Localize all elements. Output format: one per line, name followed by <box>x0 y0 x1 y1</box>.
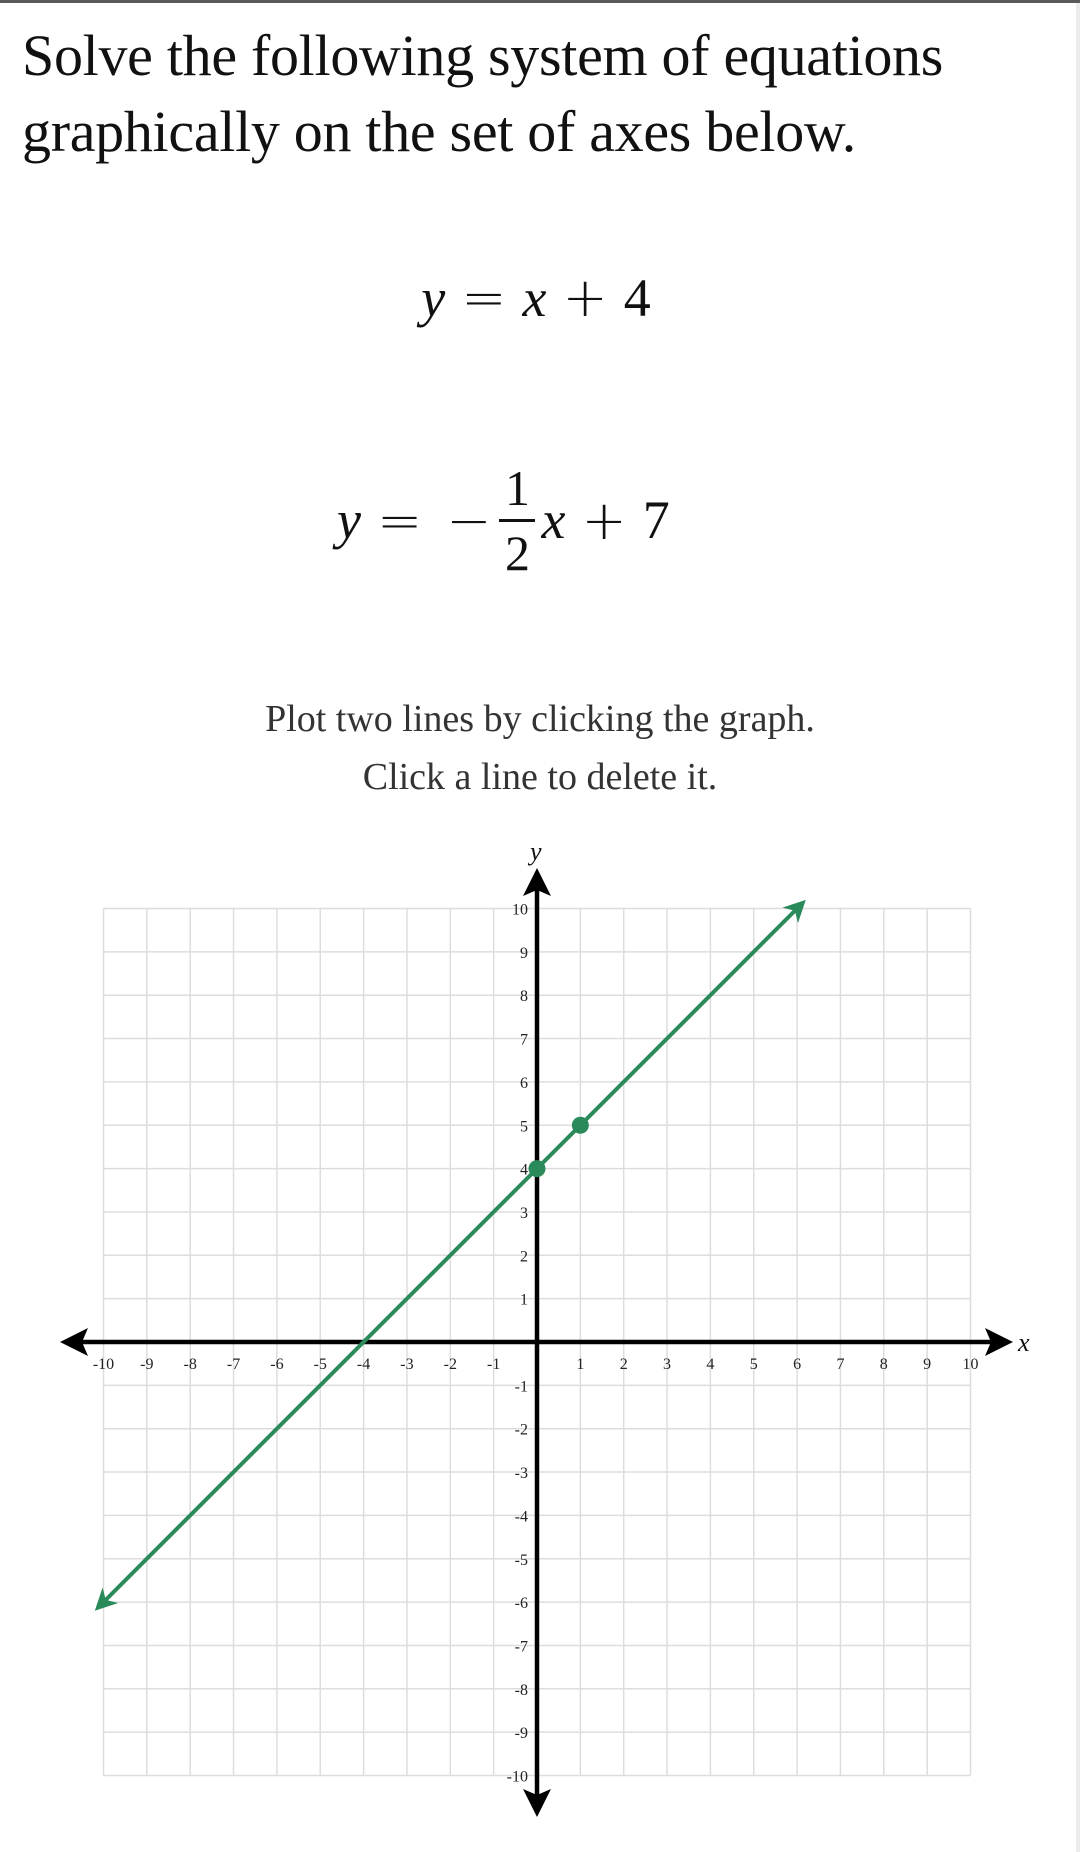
y-tick-label: 2 <box>520 1248 528 1266</box>
x-tick-label: -8 <box>183 1356 197 1373</box>
eq1-constant: 4 <box>623 268 651 328</box>
y-tick-label: 8 <box>520 988 528 1006</box>
eq2-minus-sign: − <box>446 488 492 552</box>
instruction-plot: Plot two lines by clicking the graph. <box>265 698 815 740</box>
line-control-point[interactable] <box>572 1117 589 1134</box>
x-tick-label: -5 <box>313 1356 327 1373</box>
x-tick-label: 6 <box>793 1356 802 1373</box>
prompt-line-1: Solve the following system of equations <box>22 23 944 88</box>
x-tick-label: -7 <box>226 1356 241 1373</box>
eq2-constant: 7 <box>642 490 670 550</box>
y-tick-label: -7 <box>514 1638 528 1656</box>
x-tick-label: 8 <box>879 1356 888 1373</box>
y-tick-label: -10 <box>506 1768 528 1786</box>
y-axis-label: y <box>530 837 542 866</box>
y-tick-label: -1 <box>514 1378 528 1396</box>
problem-prompt <box>22 18 1062 170</box>
instruction-delete: Click a line to delete it. <box>362 756 718 798</box>
x-tick-label: -4 <box>356 1356 371 1373</box>
eq2-equals: = <box>376 488 423 552</box>
x-tick-label: -10 <box>92 1356 115 1373</box>
fraction-numerator: 1 <box>504 459 530 516</box>
top-border <box>0 0 1080 3</box>
y-tick-label: 7 <box>520 1031 528 1049</box>
y-tick-label: -3 <box>514 1465 528 1483</box>
x-tick-label: 1 <box>576 1356 585 1373</box>
eq1-lhs: y <box>421 268 446 328</box>
eq1-plus: + <box>562 266 608 329</box>
y-tick-label: 10 <box>512 901 528 919</box>
coordinate-graph[interactable] <box>0 830 1080 1840</box>
x-tick-label: -6 <box>270 1356 284 1373</box>
x-tick-label: 4 <box>706 1356 715 1373</box>
fraction-denominator: 2 <box>504 524 530 581</box>
y-tick-label: -8 <box>514 1681 528 1699</box>
y-tick-label: -2 <box>514 1421 528 1439</box>
equation-1 <box>0 268 1080 328</box>
y-tick-label: -6 <box>514 1595 528 1613</box>
x-tick-label: -1 <box>486 1356 501 1373</box>
instructions <box>0 690 1080 806</box>
eq2-var: x <box>541 490 566 550</box>
x-tick-label: 5 <box>749 1356 758 1373</box>
y-tick-label: 3 <box>520 1204 528 1222</box>
line-control-point[interactable] <box>529 1160 546 1177</box>
y-tick-label: -4 <box>514 1508 528 1526</box>
x-axis-label: x <box>1018 1328 1030 1357</box>
x-tick-label: 7 <box>836 1356 845 1373</box>
eq2-plus: + <box>581 488 627 552</box>
x-tick-label: -9 <box>140 1356 154 1373</box>
y-tick-label: 1 <box>520 1291 528 1309</box>
eq1-equals: = <box>461 266 507 329</box>
eq2-lhs: y <box>337 490 361 550</box>
y-tick-label: 5 <box>520 1118 528 1136</box>
y-tick-label: -9 <box>514 1725 528 1743</box>
eq1-var: x <box>522 268 547 328</box>
x-tick-label: 10 <box>962 1356 979 1373</box>
eq2-fraction <box>499 457 535 584</box>
equation-2 <box>0 440 1080 600</box>
prompt-line-2: graphically on the set of axes below. <box>22 99 856 164</box>
x-tick-label: 2 <box>619 1356 628 1373</box>
y-tick-label: 9 <box>520 944 528 962</box>
x-tick-label: 3 <box>663 1356 672 1373</box>
x-tick-label: -3 <box>400 1356 414 1373</box>
graph-canvas[interactable] <box>0 830 1080 1840</box>
y-tick-label: 4 <box>520 1161 528 1179</box>
x-tick-label: 9 <box>923 1356 932 1373</box>
y-tick-label: -5 <box>514 1551 528 1569</box>
y-tick-label: 6 <box>520 1074 528 1092</box>
x-tick-label: -2 <box>443 1356 457 1373</box>
